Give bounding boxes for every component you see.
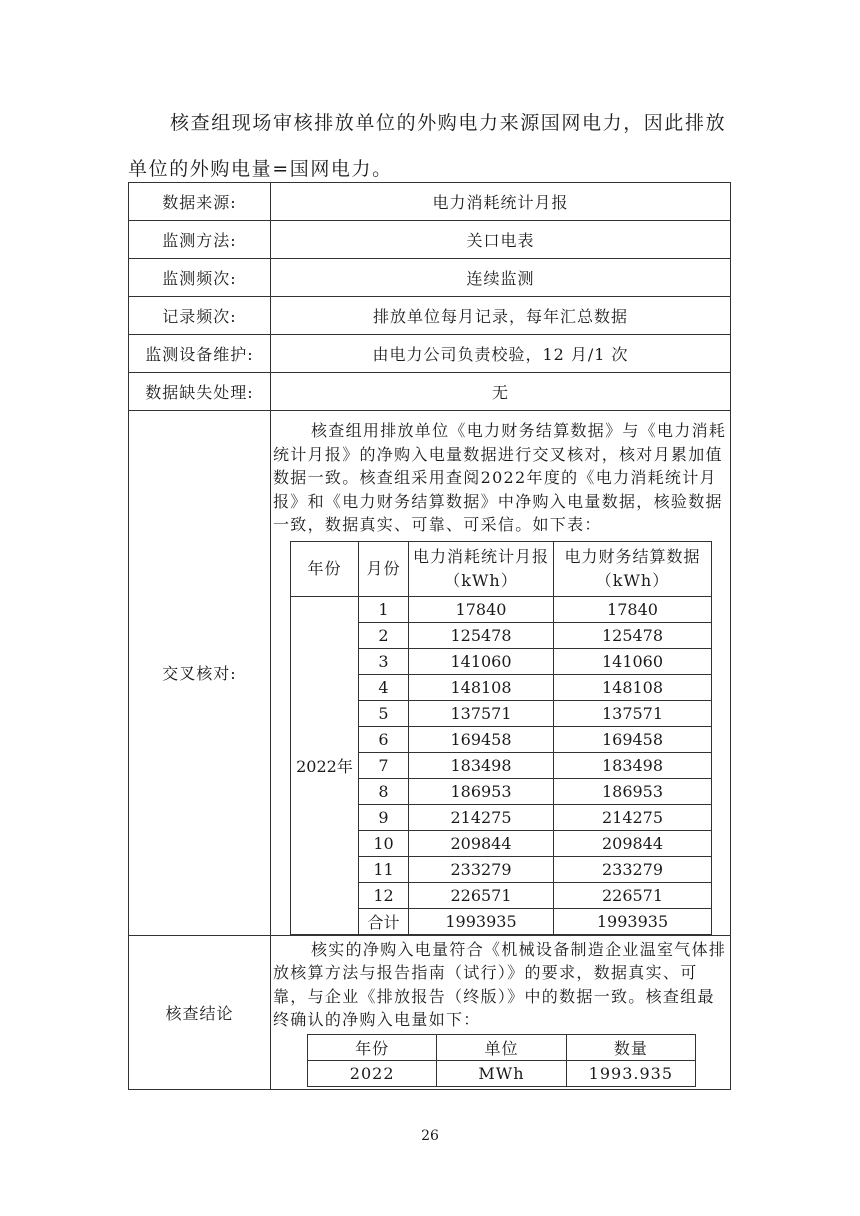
month-cell: 6 xyxy=(359,726,409,752)
final-header-quantity: 数量 xyxy=(566,1034,695,1060)
monthly-electricity-table xyxy=(290,541,712,935)
financial-data-value: 186953 xyxy=(554,778,712,804)
month-cell: 8 xyxy=(359,778,409,804)
final-year: 2022 xyxy=(308,1060,437,1086)
stat-report-value: 183498 xyxy=(409,752,554,778)
cross-check-label: 交叉核对: xyxy=(129,411,271,936)
conclusion-row xyxy=(129,935,731,1089)
final-table-row xyxy=(308,1060,696,1086)
final-table-header xyxy=(308,1034,696,1060)
info-label: 监测频次: xyxy=(129,259,271,297)
intro-paragraph: 核查组现场审核排放单位的外购电力来源国网电力，因此排放单位的外购电量=国网电力。 xyxy=(128,112,727,180)
conclusion-paragraph: 核实的净购入电量符合《机械设备制造企业温室气体排放核算方法与报告指南（试行）》的要求，数据真实、可靠，与企业《排放报告（终版）》中的数据一致。核查组最终确认的净购入电量如下： xyxy=(273,939,727,1029)
month-cell: 7 xyxy=(359,752,409,778)
stat-report-value: 148108 xyxy=(409,674,554,700)
info-label: 数据来源: xyxy=(129,183,271,221)
stat-report-value: 1993935 xyxy=(409,908,554,934)
info-value: 电力消耗统计月报 xyxy=(271,183,731,221)
stat-report-value: 233279 xyxy=(409,856,554,882)
info-label: 监测方法: xyxy=(129,221,271,259)
final-header-unit: 单位 xyxy=(437,1034,566,1060)
header-year: 年份 xyxy=(291,541,359,596)
info-label: 监测设备维护: xyxy=(129,335,271,373)
financial-data-value: 209844 xyxy=(554,830,712,856)
info-value: 连续监测 xyxy=(271,259,731,297)
info-row xyxy=(129,221,731,259)
conclusion-content xyxy=(271,935,731,1089)
year-cell: 2022年 xyxy=(291,596,359,934)
conclusion-label: 核查结论 xyxy=(129,935,271,1089)
page-number: 26 xyxy=(421,1128,439,1144)
info-row xyxy=(129,335,731,373)
month-cell: 11 xyxy=(359,856,409,882)
cross-check-content xyxy=(271,411,731,936)
monthly-table-header xyxy=(291,541,712,596)
info-row xyxy=(129,297,731,335)
month-cell: 2 xyxy=(359,622,409,648)
final-quantity: 1993.935 xyxy=(566,1060,695,1086)
month-cell: 合计 xyxy=(359,908,409,934)
info-value: 无 xyxy=(271,373,731,411)
stat-report-value: 169458 xyxy=(409,726,554,752)
cross-check-row xyxy=(129,411,731,936)
month-cell: 9 xyxy=(359,804,409,830)
stat-report-value: 125478 xyxy=(409,622,554,648)
month-cell: 3 xyxy=(359,648,409,674)
final-unit: MWh xyxy=(437,1060,566,1086)
info-value: 关口电表 xyxy=(271,221,731,259)
financial-data-value: 17840 xyxy=(554,596,712,622)
verification-table xyxy=(128,182,731,1090)
financial-data-value: 1993935 xyxy=(554,908,712,934)
stat-report-value: 186953 xyxy=(409,778,554,804)
month-cell: 1 xyxy=(359,596,409,622)
info-value: 由电力公司负责校验，12 月/1 次 xyxy=(271,335,731,373)
info-label: 数据缺失处理: xyxy=(129,373,271,411)
info-row xyxy=(129,259,731,297)
financial-data-value: 137571 xyxy=(554,700,712,726)
financial-data-value: 169458 xyxy=(554,726,712,752)
final-header-year: 年份 xyxy=(308,1034,437,1060)
month-cell: 5 xyxy=(359,700,409,726)
monthly-table-row xyxy=(291,596,712,622)
financial-data-value: 148108 xyxy=(554,674,712,700)
financial-data-value: 125478 xyxy=(554,622,712,648)
info-label: 记录频次: xyxy=(129,297,271,335)
stat-report-value: 17840 xyxy=(409,596,554,622)
month-cell: 12 xyxy=(359,882,409,908)
final-electricity-table xyxy=(307,1034,696,1087)
header-month: 月份 xyxy=(359,541,409,596)
header-financial-data: 电力财务结算数据（kWh） xyxy=(554,541,712,596)
month-cell: 10 xyxy=(359,830,409,856)
financial-data-value: 233279 xyxy=(554,856,712,882)
info-row xyxy=(129,183,731,221)
stat-report-value: 209844 xyxy=(409,830,554,856)
stat-report-value: 137571 xyxy=(409,700,554,726)
financial-data-value: 183498 xyxy=(554,752,712,778)
stat-report-value: 214275 xyxy=(409,804,554,830)
financial-data-value: 226571 xyxy=(554,882,712,908)
stat-report-value: 226571 xyxy=(409,882,554,908)
month-cell: 4 xyxy=(359,674,409,700)
info-value: 排放单位每月记录，每年汇总数据 xyxy=(271,297,731,335)
info-row xyxy=(129,373,731,411)
financial-data-value: 214275 xyxy=(554,804,712,830)
header-stat-report: 电力消耗统计月报（kWh） xyxy=(409,541,554,596)
financial-data-value: 141060 xyxy=(554,648,712,674)
stat-report-value: 141060 xyxy=(409,648,554,674)
cross-check-paragraph: 核查组用排放单位《电力财务结算数据》与《电力消耗统计月报》的净购入电量数据进行交叉核对，核对月累加值数据一致。核查组采用查阅2022年度的《电力消耗统计月报》和《电力财务结算数据》中净购入电量数据，核验数据一致，数据真实、可靠、可采信。如下表： xyxy=(273,421,727,534)
